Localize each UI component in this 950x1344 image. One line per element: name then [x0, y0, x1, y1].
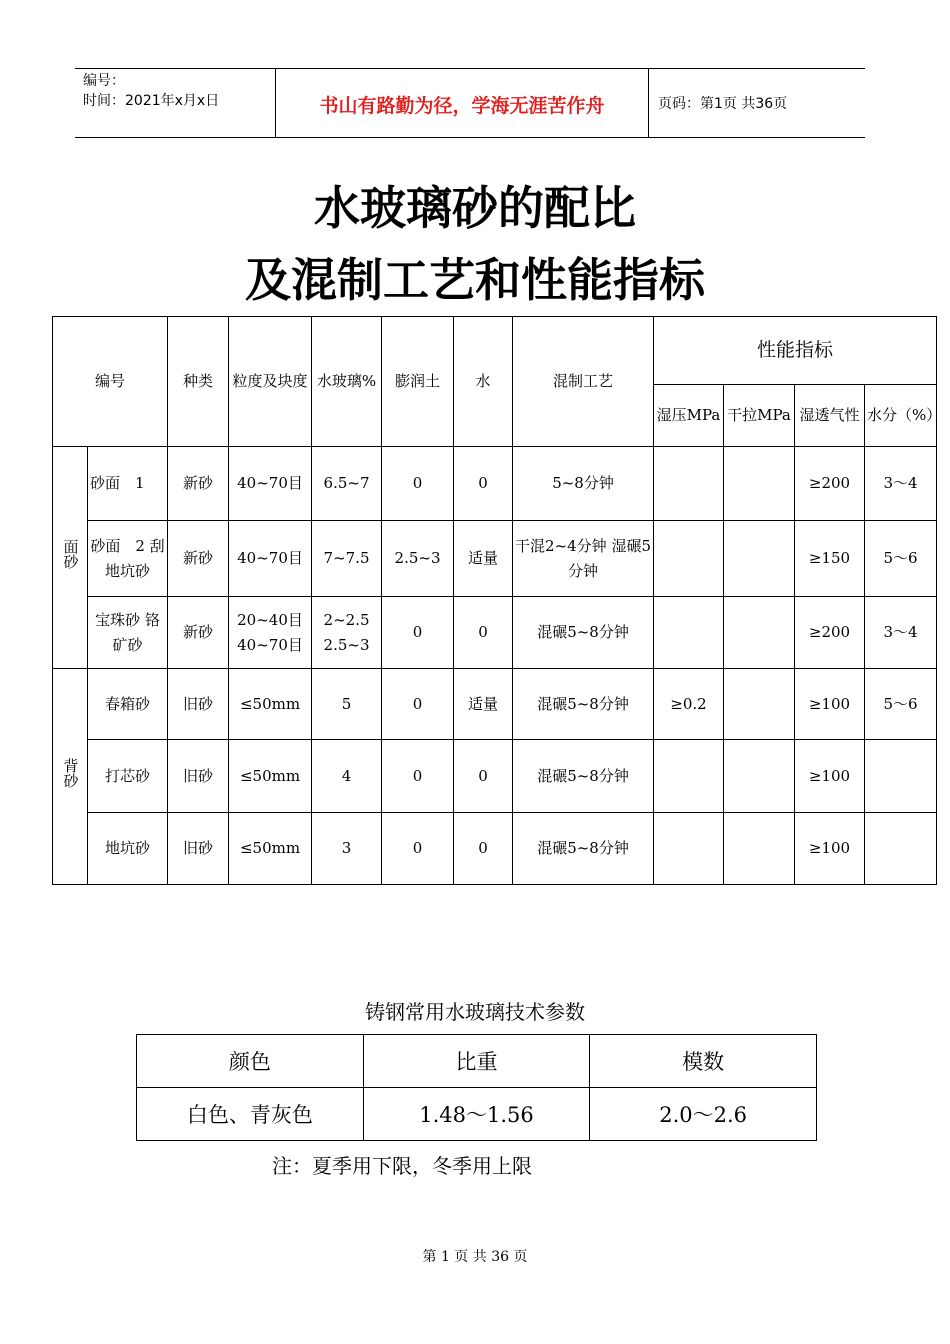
params-header-color: 颜色 [137, 1035, 364, 1088]
table-row [53, 521, 937, 597]
row-type: 新砂 [168, 597, 229, 669]
title-line-2: 及混制工艺和性能指标 [245, 253, 705, 307]
row-wet-compress [654, 740, 724, 813]
row-dry-tensile [724, 521, 795, 597]
document-header [75, 68, 865, 138]
row-bentonite: 0 [382, 447, 454, 521]
title-line-1: 水玻璃砂的配比 [314, 181, 636, 235]
params-value-color: 白色、青灰色 [137, 1088, 364, 1141]
row-bentonite: 0 [382, 597, 454, 669]
row-type: 新砂 [168, 447, 229, 521]
row-type: 旧砂 [168, 740, 229, 813]
params-note: 注：夏季用下限，冬季用上限 [272, 1154, 532, 1178]
params-value-modulus: 2.0～2.6 [590, 1088, 817, 1141]
row-dry-tensile [724, 669, 795, 740]
params-title: 铸钢常用水玻璃技术参数 [365, 1000, 585, 1024]
row-type: 旧砂 [168, 813, 229, 885]
row-water: 适量 [454, 669, 513, 740]
row-name: 打芯砂 [88, 740, 168, 813]
col-header-process: 混制工艺 [513, 317, 654, 447]
row-water: 0 [454, 813, 513, 885]
row-wet-compress: ≥0.2 [654, 669, 724, 740]
table-header-row [53, 317, 937, 385]
row-grain: ≤50mm [229, 813, 312, 885]
params-header-modulus: 模数 [590, 1035, 817, 1088]
row-name: 砂面 1 [88, 447, 168, 521]
row-wet-perm: ≥100 [795, 813, 865, 885]
row-wet-perm: ≥100 [795, 740, 865, 813]
table-row [53, 669, 937, 740]
row-moisture: 5～6 [865, 521, 937, 597]
row-process: 混碾5~8分钟 [513, 669, 654, 740]
row-wet-compress [654, 597, 724, 669]
params-value-row [137, 1088, 817, 1141]
time-label: 时间：2021年x月x日 [83, 93, 220, 109]
row-water-glass: 7~7.5 [312, 521, 382, 597]
number-label: 编号： [83, 73, 125, 89]
table-row [53, 740, 937, 813]
header-divider [648, 69, 649, 137]
row-wet-perm: ≥200 [795, 447, 865, 521]
col-header-type: 种类 [168, 317, 229, 447]
water-glass-params-table [136, 1034, 817, 1141]
table-row [53, 597, 937, 669]
col-header-water: 水 [454, 317, 513, 447]
row-process: 干混2~4分钟 湿碾5分钟 [513, 521, 654, 597]
header-motto: 书山有路勤为径，学海无涯苦作舟 [319, 95, 605, 117]
row-water: 0 [454, 447, 513, 521]
row-grain: 40~70目 [229, 447, 312, 521]
col-header-performance: 性能指标 [654, 317, 937, 385]
row-name: 地坑砂 [88, 813, 168, 885]
col-header-dry-tensile: 干拉MPa [724, 385, 795, 447]
table-row [53, 813, 937, 885]
row-type: 旧砂 [168, 669, 229, 740]
col-header-wet-perm: 湿透气性 [795, 385, 865, 447]
row-moisture [865, 813, 937, 885]
page-title [0, 172, 950, 316]
row-wet-compress [654, 447, 724, 521]
sand-mix-table [52, 316, 942, 885]
row-dry-tensile [724, 447, 795, 521]
col-header-bentonite: 膨润土 [382, 317, 454, 447]
col-header-water-glass: 水玻璃% [312, 317, 382, 447]
row-dry-tensile [724, 740, 795, 813]
row-grain: 20~40目 40~70目 [229, 597, 312, 669]
row-grain: 40~70目 [229, 521, 312, 597]
row-wet-perm: ≥100 [795, 669, 865, 740]
row-name: 宝珠砂 铬矿砂 [88, 597, 168, 669]
row-name: 春箱砂 [88, 669, 168, 740]
col-header-moisture: 水分（%） [865, 385, 937, 447]
col-header-number: 编号 [53, 317, 168, 447]
row-dry-tensile [724, 597, 795, 669]
row-grain: ≤50mm [229, 669, 312, 740]
row-water-glass: 3 [312, 813, 382, 885]
col-header-wet-compress: 湿压MPa [654, 385, 724, 447]
row-moisture: 5～6 [865, 669, 937, 740]
row-process: 混碾5~8分钟 [513, 740, 654, 813]
params-header-row [137, 1035, 817, 1088]
header-page-info: 页码：第1页 共36页 [658, 96, 788, 112]
row-wet-compress [654, 813, 724, 885]
group-label-face-sand: 面砂 [53, 447, 88, 669]
row-moisture: 3～4 [865, 447, 937, 521]
header-meta [83, 71, 219, 111]
row-moisture: 3～4 [865, 597, 937, 669]
row-water-glass: 6.5~7 [312, 447, 382, 521]
row-water: 0 [454, 597, 513, 669]
row-moisture [865, 740, 937, 813]
row-dry-tensile [724, 813, 795, 885]
row-wet-compress [654, 521, 724, 597]
row-name: 砂面 2 刮地坑砂 [88, 521, 168, 597]
row-bentonite: 0 [382, 669, 454, 740]
group-label-back-sand: 背砂 [53, 669, 88, 885]
row-water-glass: 4 [312, 740, 382, 813]
col-header-grain: 粒度及块度 [229, 317, 312, 447]
row-bentonite: 2.5~3 [382, 521, 454, 597]
row-water: 适量 [454, 521, 513, 597]
row-grain: ≤50mm [229, 740, 312, 813]
row-process: 混碾5~8分钟 [513, 597, 654, 669]
row-process: 混碾5~8分钟 [513, 813, 654, 885]
row-bentonite: 0 [382, 813, 454, 885]
row-water: 0 [454, 740, 513, 813]
params-value-density: 1.48～1.56 [363, 1088, 590, 1141]
row-water-glass: 5 [312, 669, 382, 740]
row-water-glass: 2~2.5 2.5~3 [312, 597, 382, 669]
table-row [53, 447, 937, 521]
row-bentonite: 0 [382, 740, 454, 813]
row-wet-perm: ≥150 [795, 521, 865, 597]
row-wet-perm: ≥200 [795, 597, 865, 669]
params-header-density: 比重 [363, 1035, 590, 1088]
page-footer: 第 1 页 共 36 页 [422, 1249, 528, 1265]
row-process: 5~8分钟 [513, 447, 654, 521]
row-type: 新砂 [168, 521, 229, 597]
